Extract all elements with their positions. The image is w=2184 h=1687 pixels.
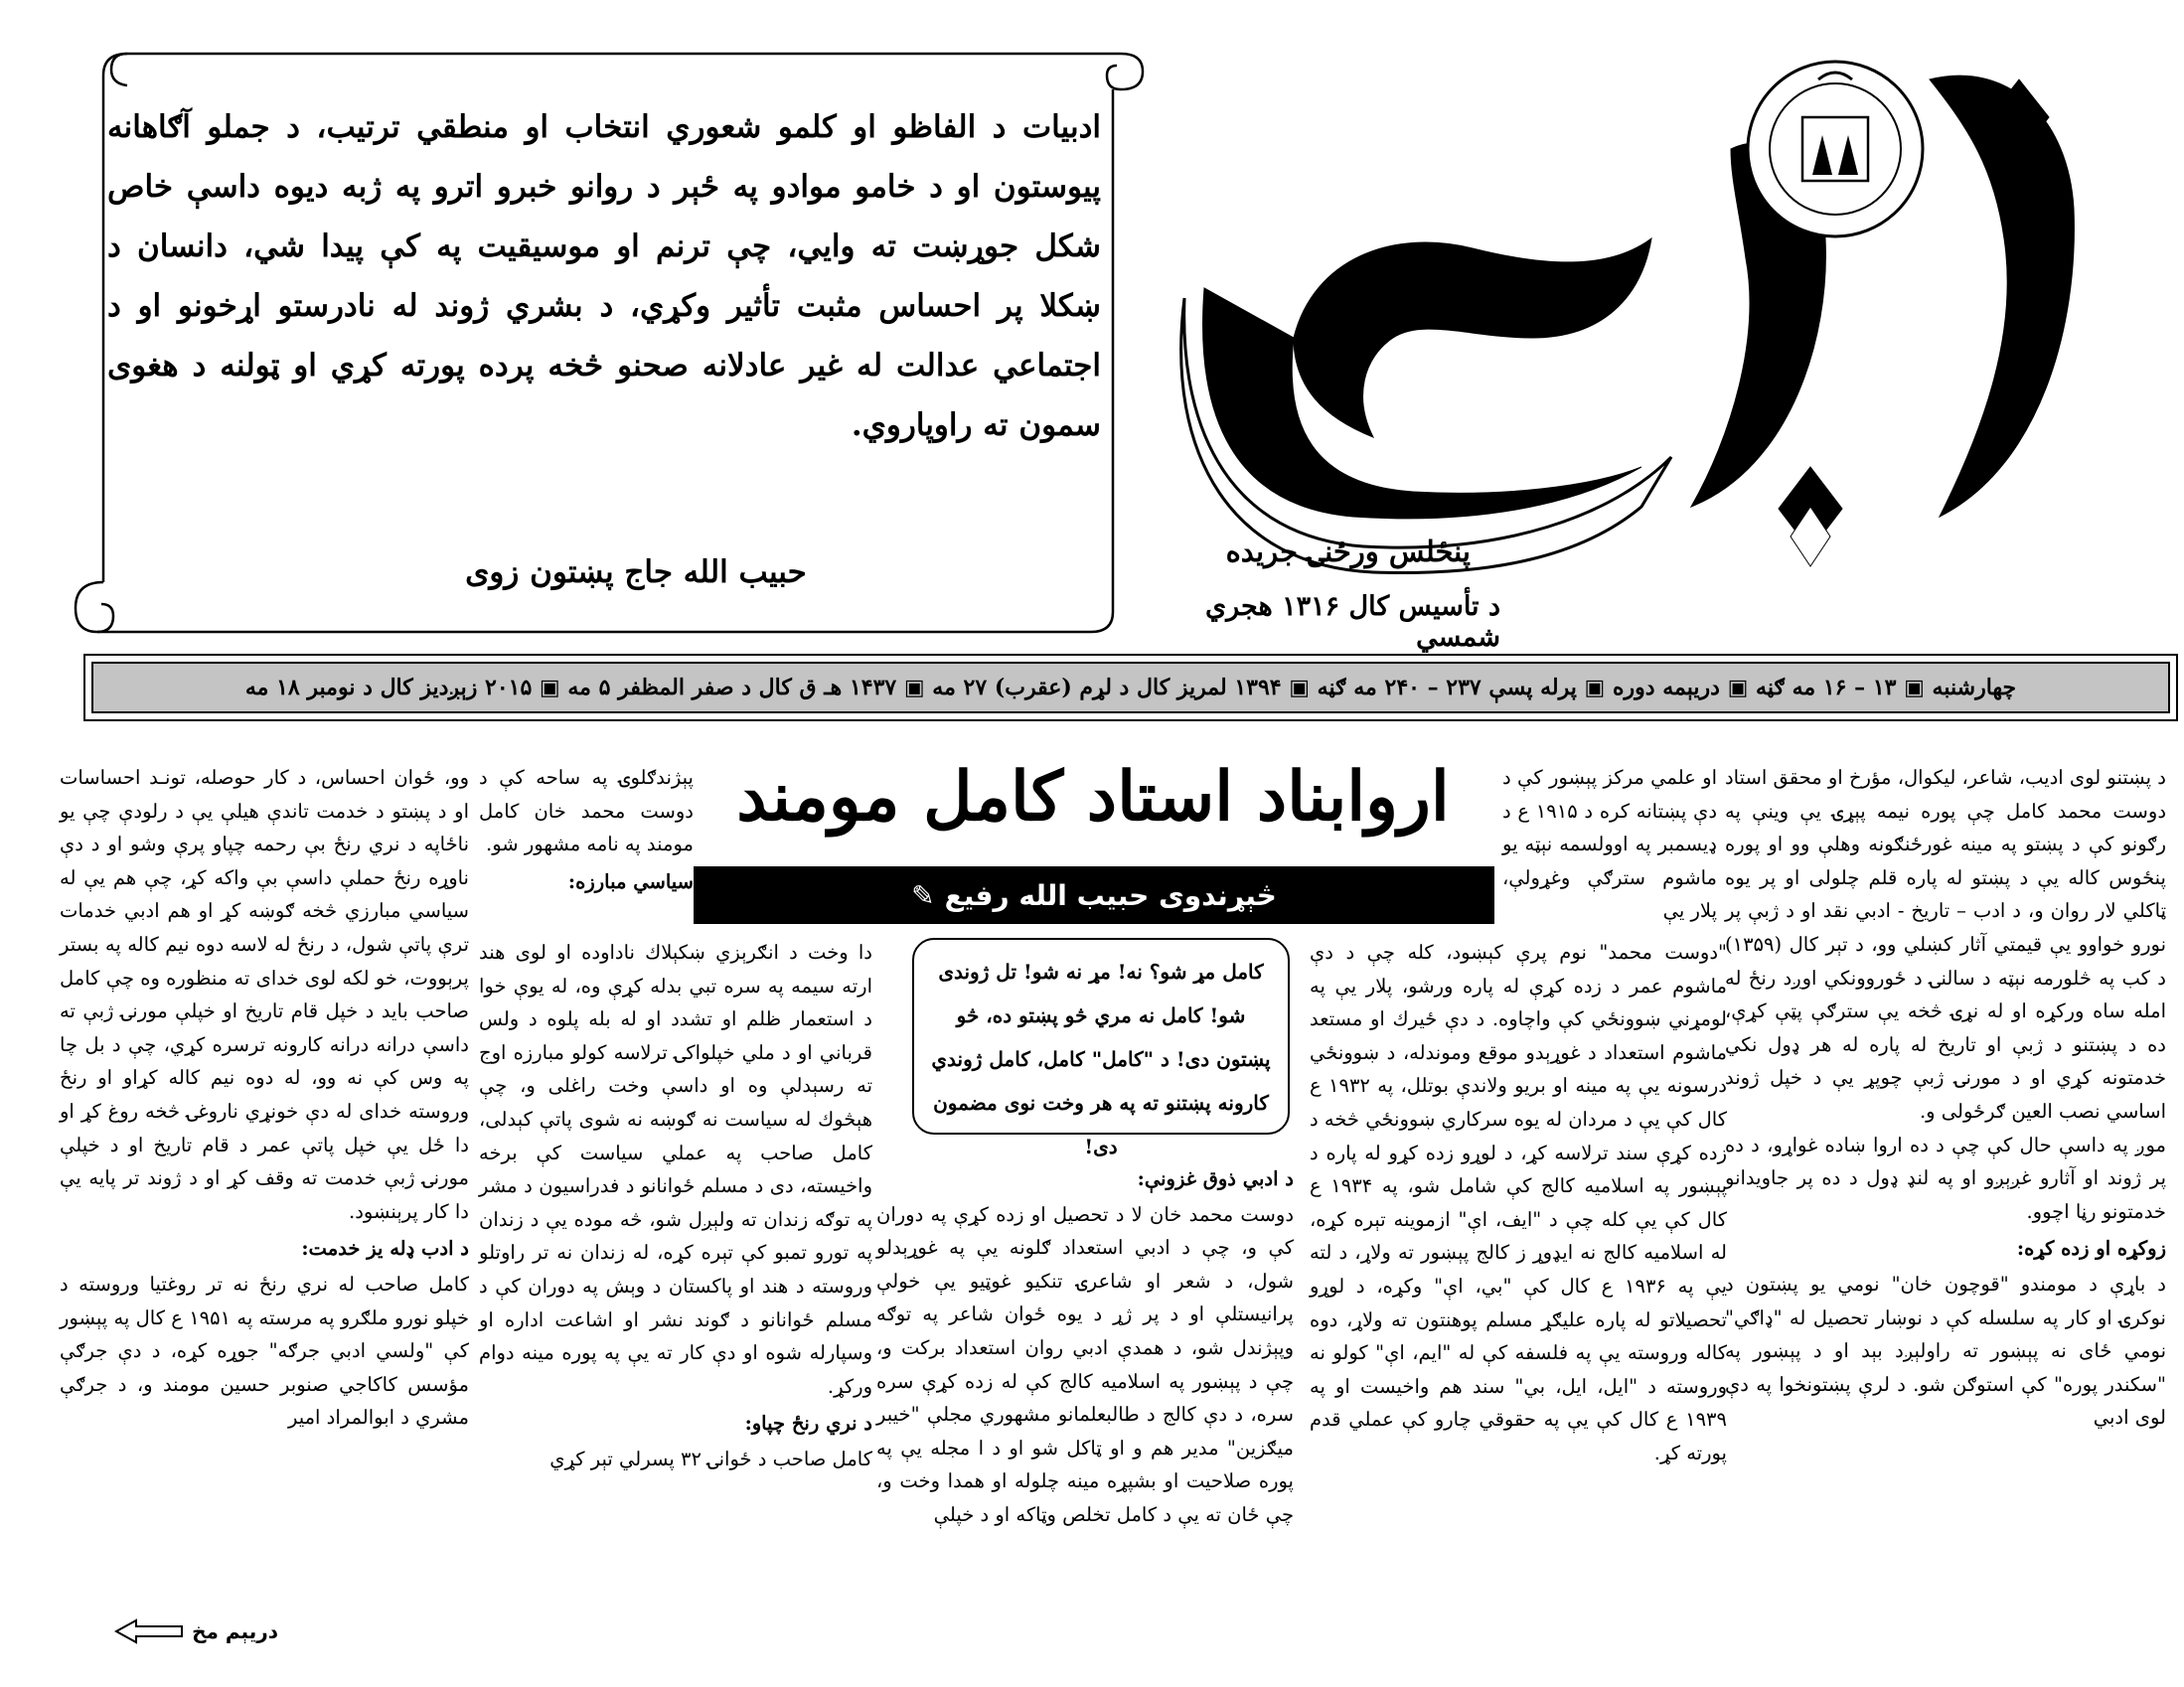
paragraph: موږ په داسې حال كې چې د ده اروا ښاده غواړو، د ده پر ژوند او آثارو غږېږو او په لنډ ډول د ده پر جاويدانو خدمتونو رڼا اچوو. <box>1725 1133 2166 1223</box>
founding-year: د تأسيس كال ۱۳۱۶ هجري شمسي <box>1205 591 1500 653</box>
paragraph: دوست محمد خان لا د تحصيل او زده كړې په دوران كې و، چې د ادبي استعداد ګلونه يې په غوړېدلو شول، د شعر او شاعرۍ تنكيو غوټيو يې خولې پرانيستلې او د پر ژړ د يوه ځوان شاعر په توګه وپېژندل شو، د همدې ادبي روان استعداد بركت و، چې د پېښور په اسلاميه كالج كې له زده كړې سره سره، د دې كالج د طالبعلمانو مشهوري مجلې "خيبر ميګزين" مدير هم و او ټاكل شو او د ا مجله يې په پوره صلاحيت او بشپړه مينه چلوله او همدا وخت و، چې ځان ته يې د كامل تخلص وټاكه او د خپلې <box>876 1202 1294 1526</box>
byline-bar <box>694 866 1494 924</box>
quote-text: ادبيات د الفاظو او كلمو شعوري انتخاب او منطقي ترتيب، د جملو آګاهانه پيوستون او د خامو موادو په ځېر د روانو خبرو اترو په ژبه ديوه داسې خاص شكل جوړښت ته وايي، چې ترنم او موسيقيت په كې پيدا شي، دانسان د ښكلا پر احساس مثبت تأثير وكړي، د بشري ژوند له نادرستو اړخونو او د اجتماعي عدالت له غير عادلانه صحنو څخه پرده پورته كړي او ټولنه د هغوى سمون ته راوپاروي. <box>107 109 1101 443</box>
article-column-7 <box>60 761 469 1435</box>
section-heading: سياسي مبارزه: <box>567 869 694 893</box>
pen-icon: ✎ <box>911 878 935 912</box>
article-column-5 <box>479 936 872 1476</box>
paragraph: د باړې د مومندو "قوچون خان" نومي يو پښتون د نوكرۍ او كار په سلسله كې د نوښار تحصيل له "ډاګي" نومي ځاى نه پېښور ته راولېږد بېد او د پېښور په "سكندر پوره" كې استوګن شو. د لرې پښتونخوا په دې لوى ادبي <box>1725 1272 2166 1430</box>
article-column-2 <box>1502 761 1717 928</box>
paragraph: وو، ځوان احساس، د كار حوصله، تونـد احساسات او د پښتو د خدمت تاندې هيلې يې د رلودې چې يو ناځاپه د نري رنځ بې رحمه چپاو پرې وشو او د دې ناوړه رنځ حملې داسې بې واكه كړ، چې هم يې له سياسي مبارزي څخه ګوښه كړ او هم ادبي خدمات ترې پاتې شول، د رنځ له لاسه دوه نيم كاله په بستر پرېووت، خو لكه لوى خداى ته منظوره وه چې كامل صاحب بايد د خپل قام تاريخ او خپلې مورنۍ ژبې ته داسې درانه درانه كارونه ترسره كړي، چې د بل چا په وس كې نه وو، له دوه نيم كاله كړاو او رنځ وروسته خداى له دې خونړي ناروغۍ څخه روغ كړ او دا ځل يې خپل پاتې عمر د قام تاريخ او د خپلې مورنۍ ژبې خدمت ته وقف كړ او د ژوند تر پايه يې دا كار پرېنښود. <box>60 766 469 1223</box>
article-column-1 <box>1725 761 2166 1435</box>
arrow-left-icon <box>114 1618 184 1644</box>
continued-on-page[interactable] <box>60 1611 278 1651</box>
paragraph: دا وخت د انګرېزي ښكېلاك ناداوده او لوى هند ارته سيمه په سره تبي بدله كړې وه، له يوې خوا د استعمار ظلم او تشدد او له بله پلوه د ولس قرباني او د ملي خپلواكۍ ترلاسه كولو مبارزه اوج ته رسېدلې وه او داسې وخت راغلى و، چې هېڅوك له سياست نه ګوښه نه شوى پاتې كېدلى، كامل صاحب په عملي سياست كې برخه واخيسته، دى د مسلم ځوانانو د فدراسيون د مشر په توګه زندان ته ولېږل شو، څه موده يې د زندان په تورو تمبو كې تېره كړه، له زندان نه تر راوتلو وروسته د هند او پاكستان د وېش په دوران كې د مسلم ځوانانو د ګوند نشر او اشاعت اداره او وسپارله شوه او دې كار ته يې په پوره مينه دوام وركړ. <box>479 941 872 1398</box>
section-heading: زوكړه او زده كړه: <box>2016 1237 2166 1261</box>
paragraph: او علمي مركز پېښور كې د دې پښتانه كره د ۱۹۱۵ ع د ډيسمبر په اوولسمه نېټه يو ماشوم سترګې وغړولې، پلار يې <box>1502 766 1718 923</box>
paragraph: "دوست محمد" نوم پرې كېښود، كله چې د دې ماشوم عمر د زده كړې له پاره ورشو، پلار يې په لومړني ښوونځي كې واچاوه. د دې ځيرك او مستعد ماشوم استعداد د غوړېدو موقع وموندله، د ښوونځي درسونه يې په مينه او بريو ولاندې بوتلل، په ۱۹۳۲ ع كال كې يې د مردان له يوه سركاري ښوونځي څخه د زده كړې سند ترلاسه كړ، د لوړو زده كړو له پاره د پېښور په اسلاميه كالج كې شامل شو، په ۱۹۳۴ ع كال كې يې كله چې د "ايف، اې" ازموينه تېره كړه، له اسلاميه كالج نه ايډوړ ز كالج پېښور ته ولاړ، د لته يې په ۱۹۳۶ ع كال كې "بي، اې" وكړه، د لوړو تحصيلاتو له پاره عليګړ مسلم پوهنتون ته ولاړ، دوه كاله وروسته يې په فلسفه كې له "ايم، اې" كولو نه وروسته د "ايل، ايل، بي" سند هم واخيست او په ۱۹۳۹ ع كال كې يې په حقوقي چارو كې عملي قدم پورته كړ. <box>1310 941 1728 1464</box>
section-heading: د نري رنځ چپاو: <box>744 1412 872 1436</box>
byline-name: څېړندوى حبيب الله رفيع <box>944 878 1277 912</box>
pull-quote-box: كامل مړ شو؟ نه! مړ نه شو! تل ژوندى شو! كامل نه مري څو پښتو ده، څو پښتون دى! د "كامل" كامل، كامل ژوندي كارونه پښتنو ته په هر وخت نوى مضمون دى! <box>912 938 1290 1135</box>
article-headline: اروابناد استاد كامل مومند <box>736 757 1450 837</box>
article-column-4 <box>876 1158 1294 1532</box>
paragraph: كامل صاحب له نري رنځ نه تر روغتيا وروسته د خپلو نورو ملګرو په مرسته په ۱۹۵۱ ع كال په پېښور كې "ولسي ادبي جرګه" جوړه كړه، د دې جرګې مؤسس كاكاجي صنوبر حسين مومند و، د جرګې مشري د ابوالمراد امير <box>60 1272 469 1430</box>
quote-author: حبيب الله جاج پښتون زوى <box>465 554 807 590</box>
paragraph: كامل صاحب د ځوانۍ ۳۲ پسرلي تېر كړي <box>549 1447 872 1470</box>
paragraph: پېژندګلوۍ په ساحه كې د دوست محمد خان كامل مومند په نامه مشهور شو. <box>479 766 694 856</box>
continued-label: دريېم مخ <box>192 1619 278 1643</box>
date-bar-text: چهارشنبه ▣ ۱۳ – ۱۶ مه ګڼه ▣ دريېمه دوره ▣ پرله پسې ۲۳۷ – ۲۴۰ مه ګڼه ▣ ۱۳۹۴ لمريز كال د لړم (عقرب) ۲۷ مه ▣ ۱۴۳۷ هـ ق كال د صفر المظفر ۵ مه ▣ ۲۰۱۵ زېږديز كال د نومبر ۱۸ مه <box>91 662 2170 713</box>
section-heading: د ادبي ذوق غزونې: <box>1137 1167 1294 1190</box>
article-column-3 <box>1310 936 1727 1470</box>
paragraph: د پښتنو لوى اديب، شاعر، ليكوال، مؤرخ او محقق استاد دوست محمد كامل چې پوره نيمه پېړۍ يې وينې په رګونو كې د پښتو په مينه غورځنګونه وهلې وو او پوره پنځوس كاله يې د پښتو له پاره قلم چلولى او پر يوه ټاكلي لار روان و، د ادب – تاريخ - ادبي نقد او د ژبې پر نورو خواوو يې قيمتي آثار كښلي وو، د تېر كال (۱۳۵۹) د كب په څلورمه نېټه د سالنۍ د ځوروونكي اوږد رنځ له امله ساه وركړه او له نړۍ څخه يې سترګې پټې كړې، ده د پښتنو د ژبې او تاريخ له پاره له هر ډول نكي خدمتونه كړي او د مورنۍ ژبې چوپړ يې د خپل ژوند اساسي نصب العين ګرځولى و. <box>1725 766 2166 1123</box>
article-column-6 <box>479 761 694 900</box>
section-heading: د ادب ډله يز خدمت: <box>301 1237 469 1261</box>
date-bar <box>83 654 2178 721</box>
newspaper-subtitle: پنځلس ورځنۍ جريده <box>1225 535 1471 568</box>
masthead-logo <box>1174 40 2148 616</box>
